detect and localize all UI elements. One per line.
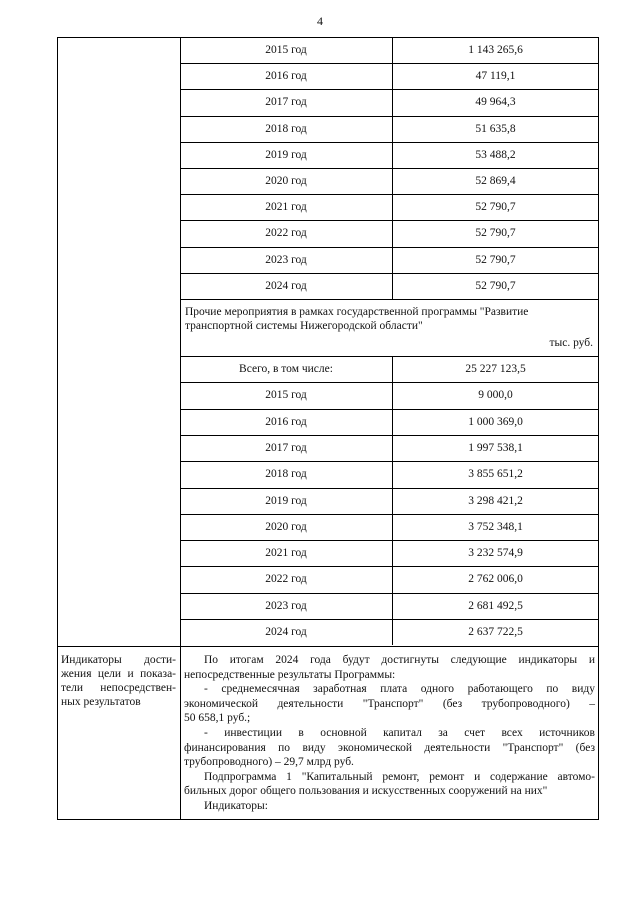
table-row-value: 52 790,7	[475, 253, 516, 266]
row-divider	[180, 220, 599, 221]
table-row-value: 53 488,2	[475, 148, 516, 161]
row-divider	[180, 247, 599, 248]
row-divider	[180, 299, 599, 300]
row-divider	[180, 435, 599, 436]
table-row-value: 51 635,8	[475, 122, 516, 135]
table-row-year: 2022 год	[265, 227, 307, 240]
table-row-value: 52 869,4	[475, 175, 516, 187]
row-divider	[180, 619, 599, 620]
table-row-value: 1 143 265,6	[468, 44, 523, 56]
row-divider	[180, 168, 599, 169]
table-row-value: 1 997 538,1	[468, 441, 523, 454]
table-row-value: 3 752 348,1	[468, 520, 523, 533]
indicators-label-line: Индикаторы дости-	[61, 654, 176, 666]
table-row-year: 2018 год	[265, 468, 307, 481]
table-row-year: 2024 год	[265, 279, 307, 292]
table-row-value: 3 298 421,2	[468, 494, 523, 507]
indicators-text-line: Подпрограмма 1 "Капитальный ремонт, ремонт и содержание автомо-	[204, 770, 595, 783]
row-divider	[180, 273, 599, 274]
table-row-value: 3 232 574,9	[468, 547, 523, 560]
table-row-value: 47 119,1	[475, 70, 516, 83]
indicators-text-line: экономической деятельности "Транспорт" (без трубопроводного) –	[184, 697, 595, 710]
table-row-year: 2022 год	[265, 573, 307, 586]
indicators-text-line: 50 658,1 руб.;	[184, 712, 251, 725]
table-row-year: 2019 год	[265, 494, 307, 507]
indicators-text-line: - инвестиции в основной капитал за счет всех источников	[204, 727, 595, 739]
row-divider	[180, 514, 599, 515]
table-row-year: 2024 год	[265, 626, 307, 638]
table-row-value: 2 681 492,5	[468, 599, 523, 612]
indicators-text-line: - среднемесячная заработная плата одного работающего по виду	[204, 683, 595, 696]
table-row-year: 2015 год	[265, 44, 307, 56]
row-divider	[180, 142, 599, 143]
indicators-label-line: жения цели и показа-	[61, 668, 176, 680]
total-value: 25 227 123,5	[465, 363, 526, 375]
row-divider	[180, 194, 599, 195]
table-row-year: 2017 год	[265, 441, 307, 454]
other-measures-title-2: транспортной системы Нижегородской области"	[185, 320, 423, 332]
table-row-value: 52 790,7	[475, 227, 516, 240]
table-row-year: 2016 год	[265, 415, 307, 428]
row-divider	[180, 488, 599, 489]
table-row-value: 9 000,0	[478, 389, 513, 402]
table-row-year: 2015 год	[265, 389, 307, 402]
unit-label: тыс. руб.	[549, 337, 593, 349]
row-divider	[180, 540, 599, 541]
table-row-value: 1 000 369,0	[468, 415, 523, 428]
page-number: 4	[317, 14, 323, 28]
table-row-year: 2020 год	[265, 520, 307, 533]
total-label: Всего, в том числе:	[239, 363, 333, 375]
table-row-year: 2018 год	[265, 122, 307, 135]
indicators-text-line: финансирования по виду экономической деятельности "Транспорт" (без	[184, 741, 595, 754]
row-divider	[180, 593, 599, 594]
table-row-year: 2020 год	[265, 175, 307, 187]
table-row-value: 2 637 722,5	[468, 626, 523, 638]
table-row-value: 2 762 006,0	[468, 573, 523, 586]
indicators-text-line: По итогам 2024 года будут достигнуты следующие индикаторы и	[204, 654, 595, 666]
table-row-year: 2023 год	[265, 253, 307, 266]
indicators-text-line: непосредственные результаты Программы:	[184, 668, 396, 681]
row-divider	[180, 409, 599, 410]
table-row-value: 3 855 651,2	[468, 468, 523, 481]
table-row-year: 2021 год	[265, 547, 307, 560]
row-divider	[180, 382, 599, 383]
row-divider	[180, 116, 599, 117]
table-row-year: 2019 год	[265, 148, 307, 161]
row-divider	[180, 566, 599, 567]
indicators-label-line: ных результатов	[61, 696, 141, 708]
row-divider	[180, 89, 599, 90]
section-divider	[57, 646, 599, 647]
table-row-year: 2017 год	[265, 96, 307, 109]
indicators-label-line: тели непосредствен-	[61, 682, 176, 694]
row-divider	[180, 461, 599, 462]
table-row-year: 2016 год	[265, 70, 307, 83]
table-row-year: 2021 год	[265, 201, 307, 214]
row-divider	[180, 356, 599, 357]
table-row-value: 52 790,7	[475, 279, 516, 292]
table-row-year: 2023 год	[265, 599, 307, 612]
indicators-text-line: трубопроводного) – 29,7 млрд руб.	[184, 756, 354, 769]
row-divider	[180, 63, 599, 64]
indicators-text-line: бильных дорог общего пользования и искусственных сооружений на них"	[184, 785, 548, 798]
other-measures-title-1: Прочие мероприятия в рамках государственной программы "Развитие	[185, 306, 529, 318]
indicators-text-line: Индикаторы:	[204, 800, 268, 812]
table-row-value: 52 790,7	[475, 201, 516, 214]
table-row-value: 49 964,3	[475, 96, 516, 109]
